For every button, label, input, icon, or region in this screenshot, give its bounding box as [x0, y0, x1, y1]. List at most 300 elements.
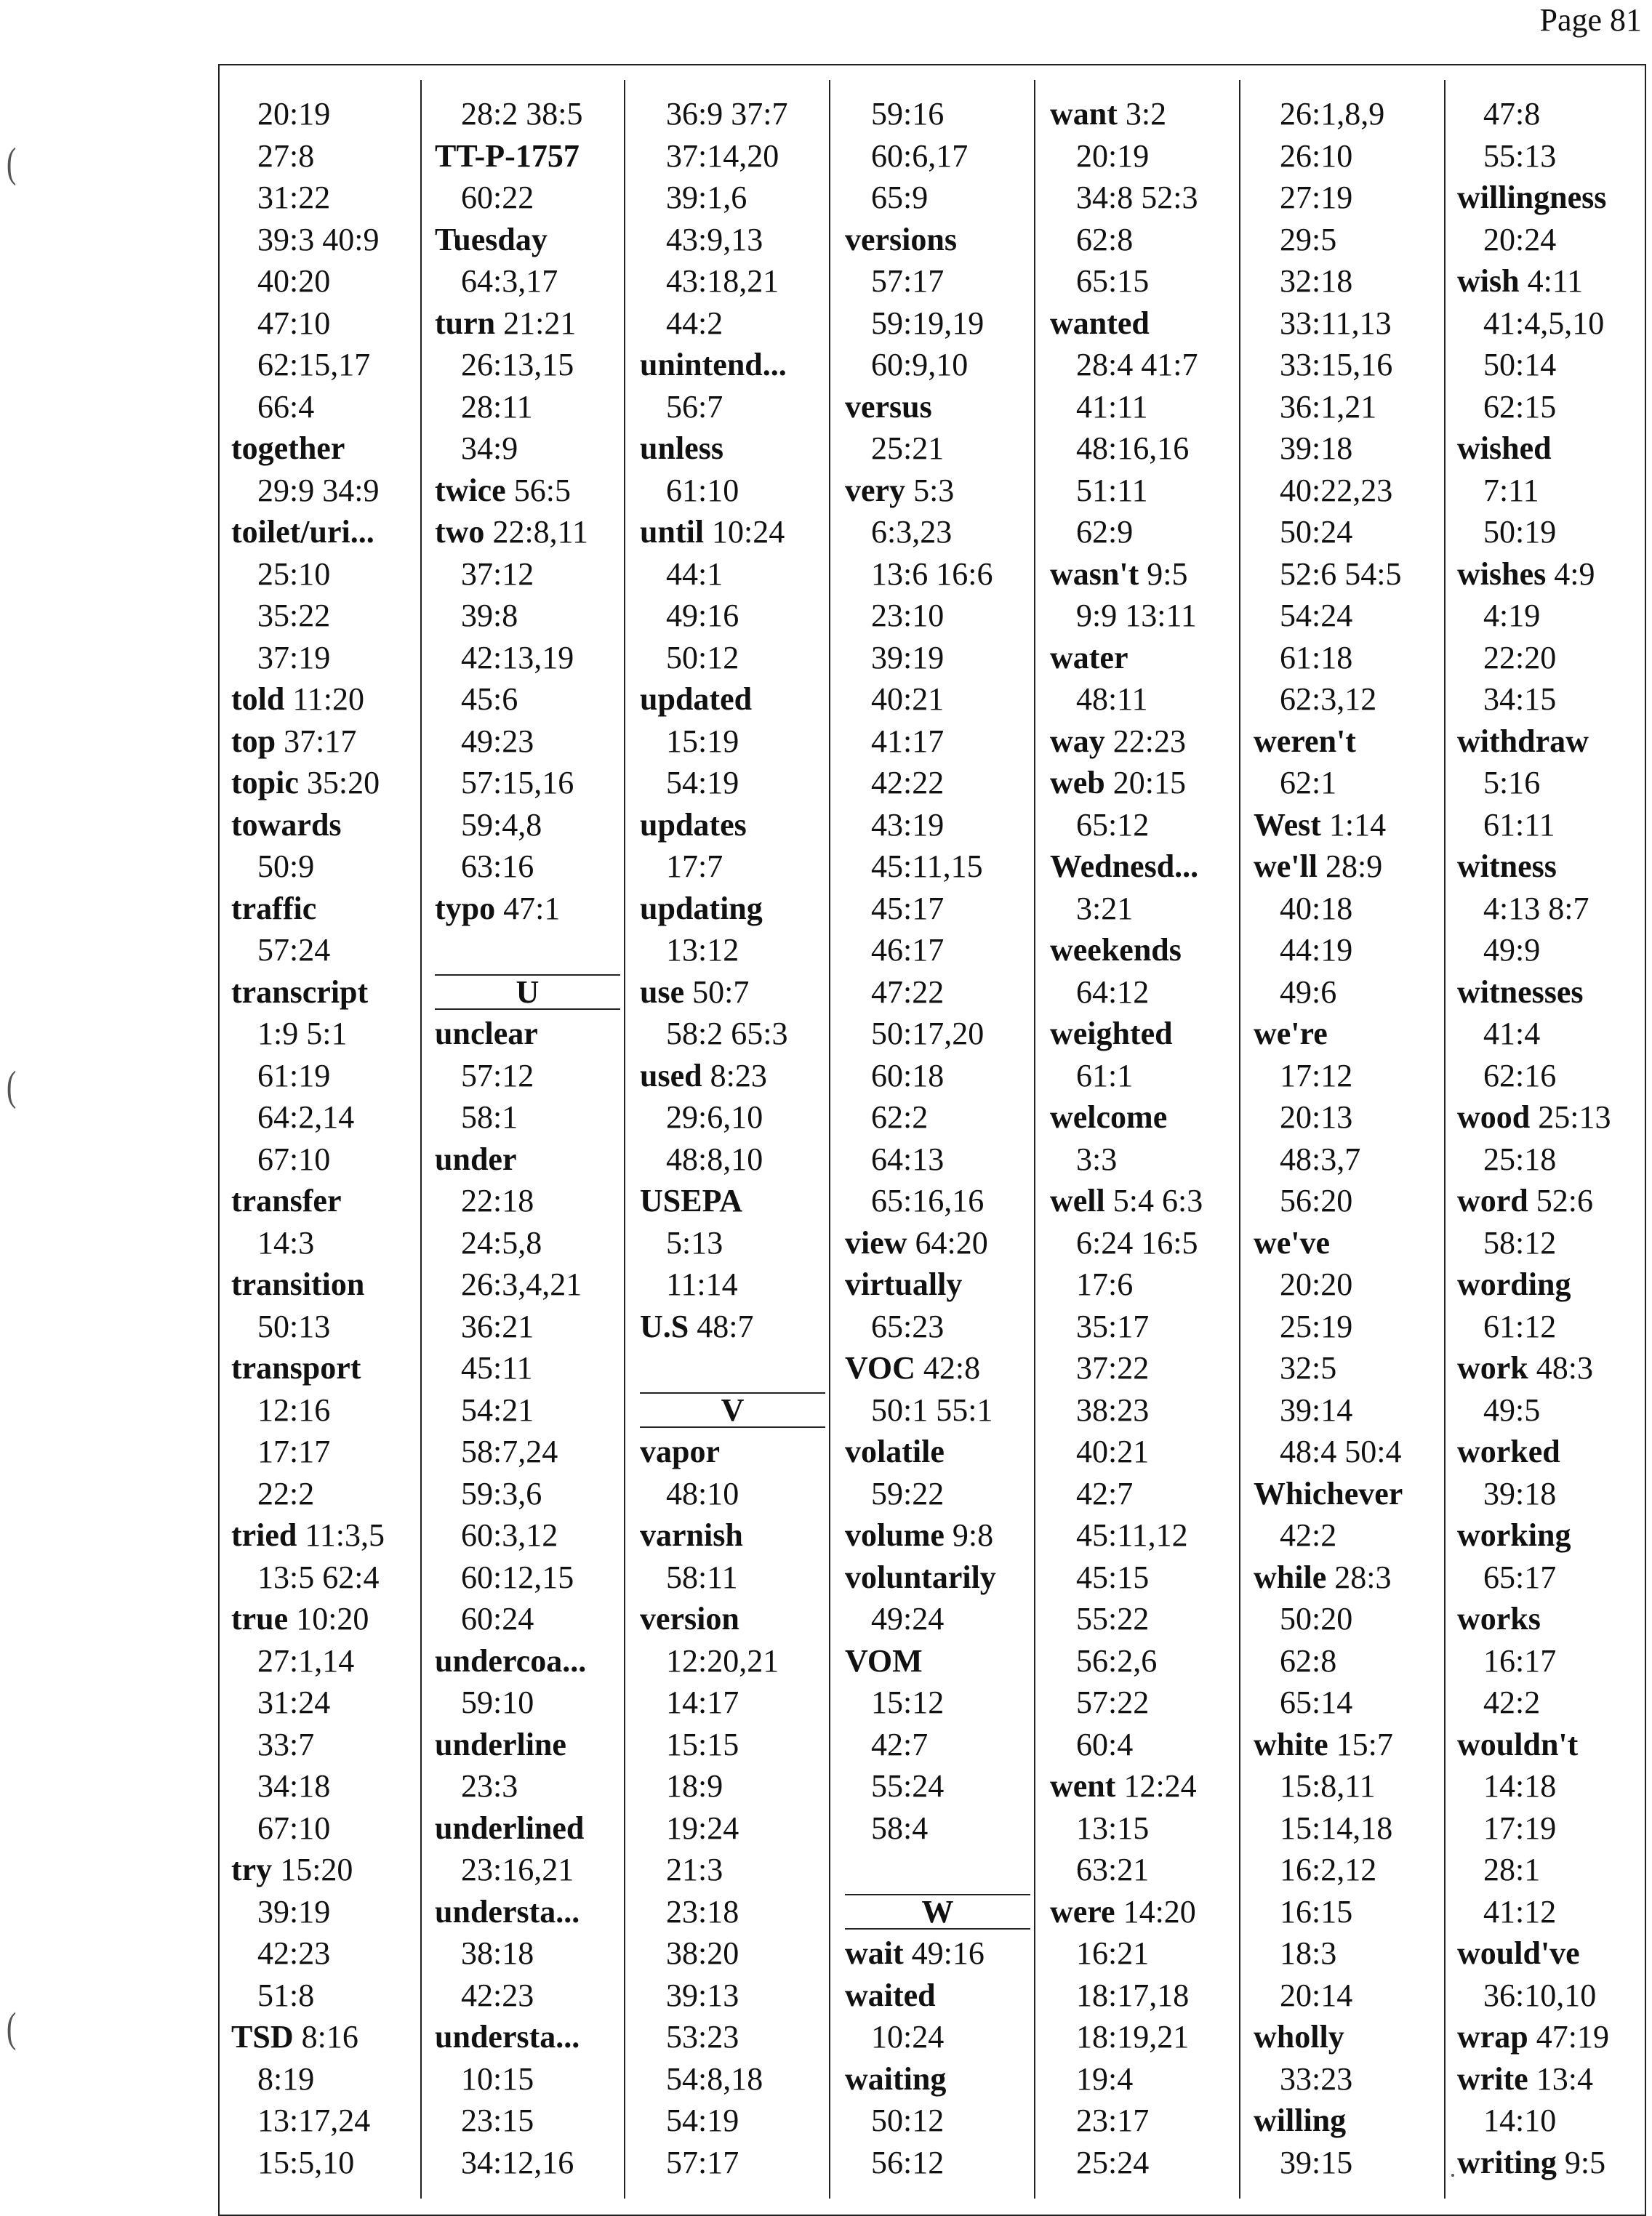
stray-mark	[1451, 2174, 1454, 2177]
index-locator: 28:1	[1483, 1852, 1541, 1887]
index-locator: 3:21	[1076, 890, 1134, 926]
column-divider	[1444, 80, 1446, 2199]
index-locator: 40:20	[257, 263, 331, 299]
index-locator: 13:15	[1076, 1810, 1150, 1846]
index-entry	[640, 1180, 825, 1222]
index-locator: 48:16,16	[1076, 430, 1190, 466]
index-locator: 40:21	[871, 681, 945, 717]
index-entry	[640, 678, 825, 720]
index-locator: 28:9	[1325, 848, 1383, 884]
index-term: witnesses	[1457, 973, 1584, 1010]
index-locator: 26:1,8,9	[1280, 96, 1385, 132]
index-term: way	[1050, 723, 1105, 759]
index-term: version	[640, 1601, 739, 1637]
page-number: Page 81	[1539, 2, 1642, 38]
index-locator: 15:20	[280, 1852, 353, 1887]
index-entry	[231, 762, 417, 804]
index-locator: 44:19	[1280, 932, 1353, 968]
index-locator: 8:19	[257, 2060, 315, 2097]
index-term: view	[845, 1224, 907, 1261]
index-locator: 1:9 5:1	[257, 1016, 348, 1051]
index-locator: 26:13,15	[461, 347, 574, 382]
index-locator: 50:20	[1280, 1601, 1353, 1637]
index-entry	[1050, 1180, 1235, 1222]
index-locator: 22:8,11	[492, 514, 589, 550]
index-term: volume	[845, 1517, 945, 1553]
index-locator: 62:15	[1483, 388, 1557, 425]
index-locator: 20:15	[1112, 765, 1187, 800]
index-locator: 32:18	[1280, 263, 1353, 299]
index-locator: 18:19,21	[1076, 2019, 1190, 2055]
index-entry	[1254, 1222, 1439, 1264]
index-term: wishes	[1457, 555, 1547, 592]
index-locator: 44:2	[666, 305, 723, 341]
index-locator: 52:6	[1536, 1183, 1594, 1219]
index-locator: 58:2 65:3	[666, 1016, 788, 1051]
index-entry	[1457, 1264, 1643, 1306]
index-locator: 42:23	[461, 1977, 534, 2013]
index-locator: 45:11	[461, 1350, 533, 1386]
blank-line	[640, 1347, 825, 1389]
index-term: underlined	[435, 1810, 585, 1846]
index-locator: 65:12	[1076, 806, 1150, 843]
index-locator: 20:20	[1280, 1266, 1353, 1302]
index-term: traffic	[231, 890, 317, 926]
index-locator: 18:17,18	[1076, 1977, 1190, 2013]
index-locator: 39:19	[871, 639, 945, 675]
index-locator: 11:14	[666, 1266, 738, 1302]
index-term: Whichever	[1254, 1475, 1403, 1512]
index-term: writing	[1457, 2144, 1557, 2180]
index-locator: 55:24	[871, 1768, 945, 1804]
index-entry	[1254, 2100, 1439, 2142]
index-locator: 45:11,12	[1076, 1517, 1188, 1553]
index-entry	[1050, 1765, 1235, 1807]
index-locator: 21:3	[666, 1852, 723, 1887]
index-locator: 39:13	[666, 1977, 739, 2013]
index-entry	[845, 1932, 1030, 1975]
index-locator: 42:2	[1483, 1685, 1541, 1720]
index-term: TT-P-1757	[435, 137, 580, 174]
index-locator: 48:10	[666, 1475, 739, 1512]
index-locator: 33:7	[257, 1726, 315, 1762]
index-locator: 45:6	[461, 681, 518, 717]
index-term: top	[231, 723, 276, 759]
index-locator: 28:3	[1334, 1559, 1392, 1595]
index-locator: 39:14	[1280, 1392, 1353, 1428]
index-locator: 14:18	[1483, 1768, 1557, 1804]
index-locator: 56:2,6	[1076, 1642, 1158, 1679]
index-term: worked	[1457, 1434, 1560, 1469]
index-locator: 4:19	[1483, 598, 1541, 633]
index-locator: 54:21	[461, 1392, 534, 1428]
index-locator: 65:14	[1280, 1685, 1353, 1720]
index-locator: 36:9 37:7	[666, 96, 788, 132]
index-locator: 35:17	[1076, 1308, 1150, 1344]
index-locator: 65:17	[1483, 1559, 1557, 1595]
index-locator: 41:4,5,10	[1483, 305, 1605, 341]
index-locator: 29:6,10	[666, 1099, 763, 1135]
index-entry	[640, 971, 825, 1013]
index-entry	[1050, 1013, 1235, 1055]
index-locator: 42:13,19	[461, 639, 574, 675]
index-locator: 60:6,17	[871, 137, 969, 174]
index-locator: 20:14	[1280, 1977, 1353, 2013]
index-locator: 48:8,10	[666, 1141, 763, 1177]
index-locator: 20:24	[1483, 221, 1557, 257]
index-locator: 5:3	[913, 472, 955, 508]
index-entry	[640, 1055, 825, 1097]
index-locator: 15:14,18	[1280, 1810, 1393, 1846]
index-entry	[1457, 1180, 1643, 1222]
index-entry	[435, 1807, 620, 1850]
index-locator: 64:13	[871, 1141, 945, 1177]
index-locator: 50:9	[257, 848, 315, 884]
index-locator: 49:23	[461, 723, 534, 759]
index-locator: 59:19,19	[871, 305, 985, 341]
index-locator: 4:13 8:7	[1483, 890, 1589, 926]
index-term: unclear	[435, 1016, 538, 1051]
section-letter: W	[845, 1891, 1030, 1933]
index-locator: 50:14	[1483, 347, 1557, 382]
index-locator: 42:7	[1076, 1475, 1134, 1512]
index-entry	[231, 1264, 417, 1306]
index-entry	[1457, 2058, 1643, 2100]
index-locator: 13:12	[666, 932, 739, 968]
index-locator: 48:11	[1076, 681, 1148, 717]
index-term: weighted	[1050, 1016, 1173, 1051]
index-entry	[435, 511, 620, 553]
index-term: try	[231, 1852, 273, 1887]
index-term: use	[640, 973, 685, 1010]
index-column-7	[1457, 93, 1643, 2183]
index-locator: 65:9	[871, 180, 929, 215]
index-entry	[435, 1640, 620, 1682]
index-locator: 14:3	[257, 1224, 315, 1261]
index-term: two	[435, 514, 485, 550]
index-locator: 42:7	[871, 1726, 929, 1762]
index-entry	[435, 1013, 620, 1055]
index-term: virtually	[845, 1266, 963, 1302]
index-locator: 57:22	[1076, 1685, 1150, 1720]
index-entry	[1050, 929, 1235, 971]
index-entry	[640, 888, 825, 930]
index-locator: 39:19	[257, 1893, 331, 1930]
index-term: versions	[845, 221, 957, 257]
margin-mark: (	[6, 1062, 17, 1109]
index-locator: 35:20	[306, 765, 380, 800]
index-locator: 62:3,12	[1280, 681, 1377, 717]
index-locator: 22:2	[257, 1475, 315, 1512]
index-locator: 23:3	[461, 1768, 518, 1804]
index-locator: 56:12	[871, 2144, 945, 2180]
index-term: toilet/uri...	[231, 514, 374, 550]
index-locator: 34:18	[257, 1768, 331, 1804]
index-entry	[231, 1180, 417, 1222]
index-term: voluntarily	[845, 1559, 996, 1595]
index-entry	[1050, 720, 1235, 763]
index-locator: 37:19	[257, 639, 331, 675]
index-locator: 57:24	[257, 932, 331, 968]
index-locator: 57:17	[666, 2144, 739, 2180]
index-column-4	[845, 93, 1030, 2183]
index-locator: 24:5,8	[461, 1224, 542, 1261]
column-divider	[829, 80, 830, 2199]
index-entry	[231, 678, 417, 720]
index-locator: 17:6	[1076, 1266, 1134, 1302]
index-term: welcome	[1050, 1099, 1168, 1135]
index-entry	[1457, 2016, 1643, 2058]
index-locator: 27:8	[257, 137, 315, 174]
index-locator: 65:15	[1076, 263, 1150, 299]
index-locator: 17:12	[1280, 1057, 1353, 1093]
index-term: varnish	[640, 1517, 743, 1553]
index-entry	[231, 804, 417, 846]
index-locator: 45:11,15	[871, 848, 983, 884]
index-locator: 9:5	[1564, 2144, 1606, 2180]
index-locator: 59:16	[871, 96, 945, 132]
index-locator: 34:12,16	[461, 2144, 574, 2180]
index-locator: 61:19	[257, 1057, 331, 1093]
index-locator: 20:19	[257, 96, 331, 132]
index-entry	[231, 1598, 417, 1640]
index-term: true	[231, 1601, 289, 1637]
index-locator: 61:12	[1483, 1308, 1557, 1344]
blank-line	[845, 1849, 1030, 1891]
margin-mark: (	[6, 2004, 17, 2051]
index-entry	[1457, 553, 1643, 595]
index-locator: 60:22	[461, 180, 534, 215]
index-locator: 37:12	[461, 555, 534, 592]
index-locator: 65:23	[871, 1308, 945, 1344]
index-term: understa...	[435, 2019, 580, 2055]
index-term: withdraw	[1457, 723, 1589, 759]
index-term: we'll	[1254, 848, 1318, 884]
index-entry	[1457, 1932, 1643, 1975]
index-entry	[1050, 846, 1235, 888]
index-locator: 31:24	[257, 1685, 331, 1720]
margin-mark: (	[6, 139, 17, 186]
index-locator: 62:16	[1483, 1057, 1557, 1093]
index-term: West	[1254, 806, 1321, 843]
index-term: working	[1457, 1517, 1571, 1553]
column-divider	[624, 80, 625, 2199]
index-entry	[1457, 846, 1643, 888]
index-entry	[1457, 1514, 1643, 1557]
index-entry	[1050, 302, 1235, 345]
column-divider	[1034, 80, 1035, 2199]
index-locator: 10:24	[712, 514, 785, 550]
index-entry	[845, 1347, 1030, 1389]
index-locator: 43:19	[871, 806, 945, 843]
index-locator: 41:4	[1483, 1016, 1541, 1051]
index-term: unintend...	[640, 347, 787, 382]
index-entry	[1050, 1891, 1235, 1933]
index-term: waiting	[845, 2060, 947, 2097]
index-locator: 64:2,14	[257, 1099, 355, 1135]
index-locator: 1:14	[1328, 806, 1387, 843]
index-locator: 64:12	[1076, 973, 1150, 1010]
index-term: USEPA	[640, 1183, 742, 1219]
index-locator: 25:24	[1076, 2144, 1150, 2180]
index-locator: 14:20	[1123, 1893, 1196, 1930]
index-entry	[1457, 1096, 1643, 1139]
index-entry	[231, 971, 417, 1013]
index-term: wholly	[1254, 2019, 1344, 2055]
index-locator: 55:22	[1076, 1601, 1150, 1637]
index-locator: 9:9 13:11	[1076, 598, 1197, 633]
index-entry	[640, 804, 825, 846]
section-letter: U	[435, 971, 620, 1013]
index-locator: 22:18	[461, 1183, 534, 1219]
index-locator: 7:11	[1483, 472, 1539, 508]
index-locator: 43:9,13	[666, 221, 763, 257]
index-term: wasn't	[1050, 555, 1139, 592]
index-entry	[640, 1514, 825, 1557]
index-locator: 67:10	[257, 1141, 331, 1177]
index-locator: 64:20	[915, 1224, 988, 1261]
index-locator: 50:1 55:1	[871, 1392, 993, 1428]
index-locator: 15:5,10	[257, 2144, 355, 2180]
index-entry	[435, 2016, 620, 2058]
index-locator: 58:7,24	[461, 1434, 558, 1469]
index-locator: 52:6 54:5	[1280, 555, 1402, 592]
index-entry	[1457, 1598, 1643, 1640]
index-entry	[435, 470, 620, 512]
index-locator: 15:7	[1336, 1726, 1393, 1762]
index-locator: 55:13	[1483, 137, 1557, 174]
index-locator: 60:4	[1076, 1726, 1134, 1762]
index-entry	[1457, 971, 1643, 1013]
index-locator: 41:17	[871, 723, 945, 759]
index-locator: 29:9 34:9	[257, 472, 380, 508]
index-entry	[435, 1724, 620, 1766]
index-term: would've	[1457, 1935, 1580, 1971]
index-locator: 12:24	[1123, 1768, 1197, 1804]
index-locator: 39:18	[1280, 430, 1353, 466]
index-locator: 25:21	[871, 430, 945, 466]
index-locator: 38:18	[461, 1935, 534, 1971]
index-locator: 59:10	[461, 1685, 534, 1720]
index-locator: 45:17	[871, 890, 945, 926]
index-locator: 22:23	[1112, 723, 1187, 759]
index-locator: 62:8	[1280, 1642, 1337, 1679]
index-locator: 58:1	[461, 1099, 518, 1135]
index-locator: 62:1	[1280, 765, 1337, 800]
index-entry	[1457, 427, 1643, 470]
index-locator: 18:9	[666, 1768, 723, 1804]
index-term: willingness	[1457, 180, 1607, 215]
index-locator: 54:19	[666, 2103, 739, 2138]
index-term: used	[640, 1057, 702, 1093]
index-entry	[845, 1557, 1030, 1599]
index-locator: 20:13	[1280, 1099, 1353, 1135]
index-entry	[640, 1306, 825, 1348]
index-locator: 39:1,6	[666, 180, 747, 215]
index-locator: 34:15	[1483, 681, 1557, 717]
index-term: Wednesd...	[1050, 848, 1199, 884]
index-locator: 25:19	[1280, 1308, 1353, 1344]
index-entry	[1457, 260, 1643, 302]
index-locator: 23:16,21	[461, 1852, 574, 1887]
index-locator: 61:1	[1076, 1057, 1134, 1093]
index-term: updated	[640, 681, 753, 717]
index-entry	[1457, 2142, 1643, 2184]
index-entry	[1254, 1473, 1439, 1515]
index-entry	[1457, 720, 1643, 763]
index-locator: 34:8 52:3	[1076, 180, 1198, 215]
index-term: underline	[435, 1726, 566, 1762]
index-locator: 25:13	[1538, 1099, 1611, 1135]
index-locator: 13:5 62:4	[257, 1559, 380, 1595]
index-entry	[1050, 637, 1235, 679]
index-term: weekends	[1050, 932, 1182, 968]
index-entry	[1254, 1013, 1439, 1055]
index-locator: 60:12,15	[461, 1559, 574, 1595]
index-locator: 16:2,12	[1280, 1852, 1377, 1887]
index-term: twice	[435, 472, 506, 508]
index-locator: 48:3,7	[1280, 1141, 1361, 1177]
index-locator: 62:15,17	[257, 347, 371, 382]
index-term: towards	[231, 806, 342, 843]
index-term: transfer	[231, 1183, 342, 1219]
index-locator: 59:22	[871, 1475, 945, 1512]
index-locator: 38:23	[1076, 1392, 1150, 1428]
index-locator: 8:16	[301, 2019, 358, 2055]
index-locator: 47:19	[1536, 2019, 1610, 2055]
index-locator: 15:8,11	[1280, 1768, 1376, 1804]
index-locator: 23:10	[871, 598, 945, 633]
index-locator: 15:12	[871, 1685, 945, 1720]
index-locator: 38:20	[666, 1935, 739, 1971]
index-locator: 28:4 41:7	[1076, 347, 1198, 382]
index-term: transition	[231, 1266, 365, 1302]
index-locator: 50:12	[871, 2103, 945, 2138]
index-entry	[435, 1891, 620, 1933]
index-term: updates	[640, 806, 747, 843]
index-entry	[640, 1431, 825, 1473]
index-column-6	[1254, 93, 1439, 2183]
index-locator: 40:22,23	[1280, 472, 1393, 508]
index-locator: 42:8	[923, 1350, 981, 1386]
index-term: Tuesday	[435, 221, 548, 257]
index-locator: 19:4	[1076, 2060, 1134, 2097]
index-term: we've	[1254, 1224, 1331, 1261]
index-locator: 51:8	[257, 1977, 315, 2013]
index-locator: 42:22	[871, 765, 945, 800]
index-term: witness	[1457, 848, 1557, 884]
index-term: wanted	[1050, 305, 1150, 341]
index-locator: 54:24	[1280, 598, 1353, 633]
index-locator: 60:9,10	[871, 347, 969, 382]
index-entry	[845, 219, 1030, 261]
index-locator: 5:16	[1483, 765, 1541, 800]
index-locator: 36:21	[461, 1308, 534, 1344]
index-term: updating	[640, 890, 763, 926]
index-entry	[1050, 762, 1235, 804]
index-locator: 9:5	[1147, 555, 1188, 592]
index-locator: 36:10,10	[1483, 1977, 1597, 2013]
index-term: transport	[231, 1350, 361, 1386]
index-locator: 49:9	[1483, 932, 1541, 968]
index-locator: 47:8	[1483, 96, 1541, 132]
index-locator: 11:20	[292, 681, 364, 717]
index-locator: 49:24	[871, 1601, 945, 1637]
index-locator: 26:10	[1280, 137, 1353, 174]
index-entry	[1050, 93, 1235, 135]
index-locator: 42:23	[257, 1935, 331, 1971]
index-locator: 39:18	[1483, 1475, 1557, 1512]
